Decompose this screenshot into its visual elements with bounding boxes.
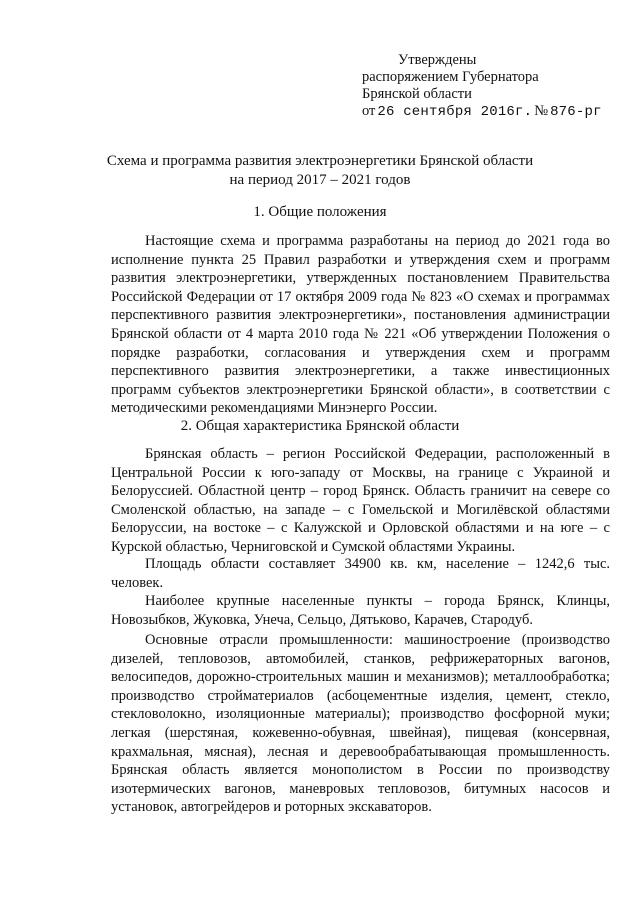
document-title-line-2: на период 2017 – 2021 годов [229,172,411,188]
approval-date-prefix: от [362,103,376,119]
approval-line-1: Утверждены [398,52,477,68]
document-title [0,152,640,190]
approval-line-2: распоряжением Губернатора [362,69,539,85]
section-2-paragraph-4: Основные отрасли промышленности: машиностроение (производство дизелей, тепловозов, автомобилей, станков, рефрижераторных вагонов, велосипедов, дорожно-строительных машин и механизмов); металлообработка; производство стройматериалов (асбоцементные изделия, цемент, стекло, стекловолокно, изоляционные материалы); производство фосфорной муки; легкая (шерстяная, кожевенно-обувная, швейная), пищевая (консервная, крахмальная, мясная), лесная и деревообрабатывающая промышленность. Брянская область является монополистом в России по производству изотермических вагонов, маневровых тепловозов, битумных насосов и установок, автогрейдеров и роторных экскаваторов. [111,632,610,816]
section-1-heading: 1. Общие положения [253,204,387,220]
section-2-paragraph-1: Брянская область – регион Российской Федерации, расположенный в Центральной России к юго-западу от Москвы, на границе с Украиной и Белоруссией. Областной центр – город Брянск. Область граничит на севере со Смоленской областью, на западе – с Гомельской и Могилёвской областями Белоруссии, на востоке – с Калужской и Орловской областями и на юге – с Курской областью, Черниговской и Сумской областями Украины. [111,446,610,555]
section-2-paragraph-2: Площадь области составляет 34900 кв. км, население – 1242,6 тыс. человек. [111,556,610,591]
approval-date: 26 сентября 2016г. [377,104,533,120]
section-2-paragraph-3: Наиболее крупные населенные пункты – города Брянск, Клинцы, Новозыбков, Жуковка, Унеча, Сельцо, Дятьково, Карачев, Стародуб. [111,593,610,628]
approval-block [362,52,602,121]
approval-number-sign: № [534,103,549,119]
approval-number: 876-рг [550,104,602,120]
document-title-line-1: Схема и программа развития электроэнергетики Брянской области [106,153,534,169]
approval-line-3: Брянской области [362,86,472,102]
section-1-paragraph: Настоящие схема и программа разработаны на период до 2021 года во исполнение пункта 25 Правил разработки и утверждения схем и программ развития электроэнергетики, утвержденных постановлением Правительства Российской Федерации от 17 октября 2009 года № 823 «О схемах и программах перспективного развития электроэнергетики», постановления администрации Брянской области от 4 марта 2010 года № 221 «Об утверждении Положения о порядке разработки, согласования и утверждения схем и программ перспективного развития электроэнергетики, а также инвестиционных программ субъектов электроэнергетики Брянской области», в соответствии с методическими рекомендациями Минэнерго России. [111,233,610,417]
approval-date-line [362,103,602,121]
section-2-heading: 2. Общая характеристика Брянской области [180,418,460,434]
